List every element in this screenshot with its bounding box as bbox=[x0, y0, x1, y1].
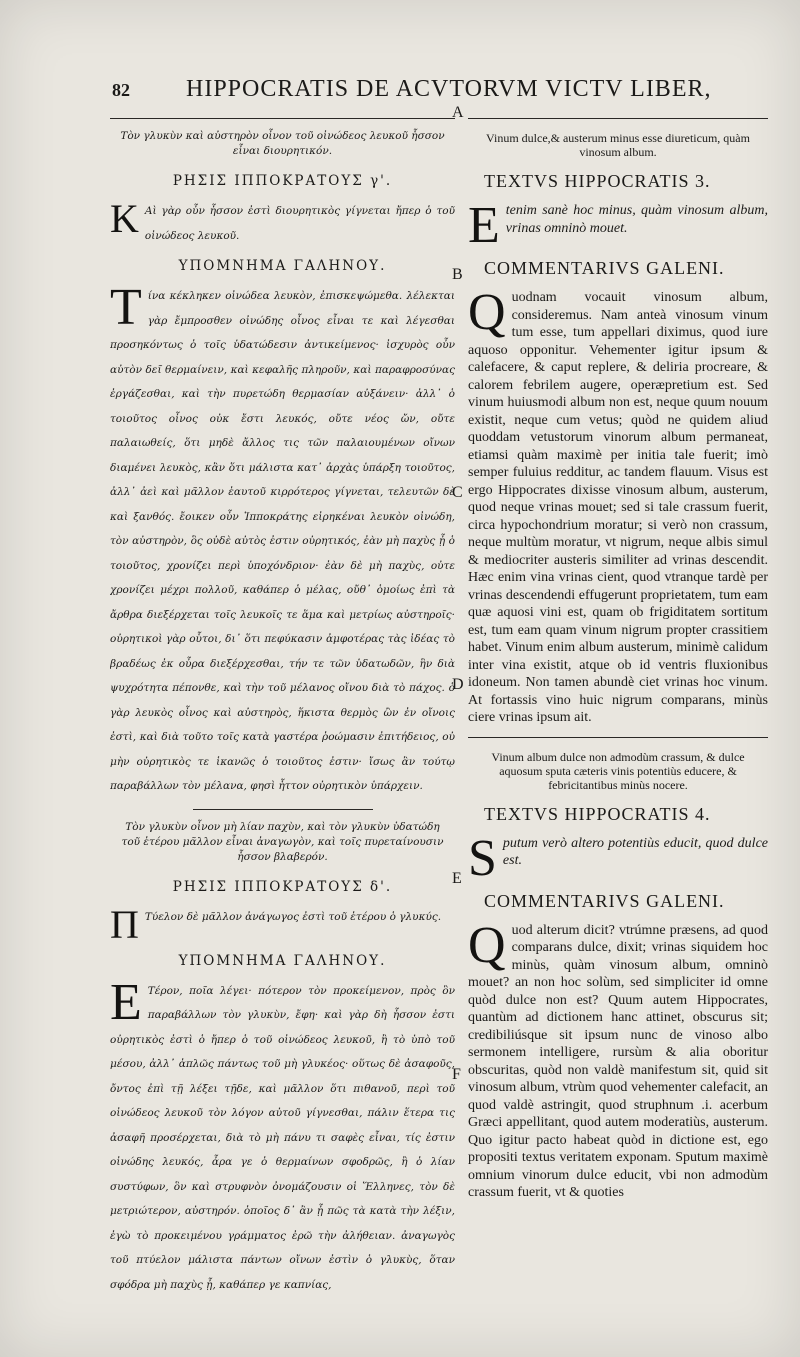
rule bbox=[110, 118, 455, 119]
heading-textus-3: TEXTVS HIPPOCRATIS 3. bbox=[484, 171, 711, 191]
hippocrates-latin-4 bbox=[468, 835, 768, 881]
drop-cap: Q bbox=[468, 289, 506, 341]
page-header bbox=[112, 74, 722, 108]
margin-letter-a: A bbox=[452, 104, 464, 121]
hippocrates-latin-3 bbox=[468, 202, 768, 248]
greek-column bbox=[110, 118, 455, 1307]
drop-cap: T bbox=[110, 284, 142, 336]
heading-hypomnema-1: ΥΠΟΜΝΗΜΑ ΓΑΛΗΝΟΥ. bbox=[178, 258, 387, 274]
rule bbox=[468, 118, 768, 119]
galen-latin-4 bbox=[468, 922, 768, 1202]
galen-latin-3 bbox=[468, 289, 768, 727]
drop-cap: Π bbox=[110, 904, 139, 943]
rule bbox=[468, 737, 768, 738]
drop-cap: E bbox=[468, 202, 500, 248]
running-title: HIPPOCRATIS DE ACVTORVM VICTV LIBER, bbox=[186, 76, 712, 102]
page-number: 82 bbox=[112, 80, 130, 100]
hippocrates-text-4 bbox=[110, 905, 455, 943]
margin-letter-b: B bbox=[452, 266, 463, 283]
galen-commentary-4 bbox=[110, 979, 455, 1298]
heading-commentarius-2: COMMENTARIVS GALENI. bbox=[484, 890, 725, 911]
latin-column bbox=[468, 118, 768, 1212]
latin-text-3: tenim sanè hoc minus, quàm vinosum album, vrinas omninò mouet. bbox=[505, 203, 768, 236]
latin-commentary-4: uod alterum dicit? vtrúmne præsens, ad quod comparans dulce, dixit; vrinas siquidem hoc minùs, quàm vinosum album, omninò mouet? an non hoc solùm, sed simpliciter id omne quòd dulce non est? Quum autem Hippocrates, quantùm ad dictionem hanc attinet, obscurus sit; credibiliúsque sit ipsum nunc de vinoso albo sermonem intelligere, rursùm & alia oboritur obscuritas, quòd non valdè manifestum sit, quid sit vinosum album, vtrùm quod vehementer calefacit, an quod valdè astringit, quod struphnum .i. acerbum Græci appellitant, quod autem moderatiùs, austerum. Quo igitur pacto habeat quòd in dictione est, ego propositi textus veritatem exponam. Sputum maximè omnium vinorum dulce educit, vbi non admodùm crassum fuerit, vt & quoties bbox=[468, 922, 768, 1200]
lemma-latin-2: Vinum album dulce non admodùm crassum, & dulce aquosum sputa cæteris vinis potentiùs educere, & febricitantibus minùs nocere. bbox=[491, 749, 745, 792]
greek-text-3: Aὶ γὰρ οὖν ἧσσον ἐστὶ διουρητικὸς γίγνεται ἤπερ ὁ τοῦ οἰνώδεος λευκοῦ. bbox=[144, 205, 455, 242]
galen-commentary-3 bbox=[110, 284, 455, 799]
greek-text-4: Τύελον δὲ μᾶλλον ἀνάγωγος ἐστὶ τοῦ ἑτέρου ὁ γλυκύς. bbox=[144, 910, 442, 923]
hippocrates-text-3 bbox=[110, 199, 455, 248]
margin-letter-f: F bbox=[452, 1066, 461, 1083]
rule bbox=[193, 809, 373, 810]
heading-commentarius-1: COMMENTARIVS GALENI. bbox=[484, 258, 725, 278]
greek-commentary-3: ίνα κέκληκεν οἰνώδεα λευκὸν, ἐπισκεψώμεθα. λέλεκται γὰρ ἔμπροσθεν οἰνώδης οἶνος εἶναι τε καὶ λέγεσθαι προσηκόντως ὁ τοῖς ὑδατώδεσιν ἀντικείμενος· ἰσχυρὸς οὖν αὐτὸν δεῖ θερμαίνειν, καὶ κεφαλῆς πληροῦν, καὶ παραφροσύνας ἐργάζεσθαι, καὶ τὴν πυρετώδη θερμασίαν αὐξάνειν· ἀλλ᾽ ὁ τοιοῦτος οἶνος οὐκ ἔστι λευκός, οὔτε νέος ὤν, οὔτε παλαιωθείς, ὅτι μηδὲ ἄλλος τις τῶν παλαιουμένων οἴνων διαμένει λευκὸς, κἂν ὅτι μάλιστα κατ᾽ ἀρχὰς ὑπάρξη τοιοῦτος, ἀλλ᾽ ἀεὶ καὶ μᾶλλον ἑαυτοῦ κιρρότερος γίγνεται, τελευτῶν δὲ καὶ ξανθός. ἔοικεν οὖν Ἱπποκράτης εἰρηκέναι λευκὸν οἰνώδη, τὸν αὐστηρὸν, ὃς οὐδὲ αὐτὸς ἐστιν οὐρητικός, ἐὰν μὴ παχὺς ᾖ ὁ τοιοῦτος, χρονίζει περὶ ὑποχόνδριον· ἐὰν δὲ μὴ παχὺς, οὐτε χρονίζει μέχρι πολλοῦ, καθάπερ ὁ μέλας, οὔθ᾽ ὁμοίως ἐπὶ τὰ ἄρθρα διεξέρχεται τοῖς λευκοῖς τε ἅμα καὶ μετρίως αὐστηροῖς· οὐρητικοὶ γὰρ οὗτοι, δι᾽ ὅτι πεφύκασιν ἀμφοτέρας τὰς ἰδέας τὸ βραδέως ἐκ οὖρα διεξέρχεσθαι, τήν τε τῶν ὑδατωδῶν, ἣν διὰ ψυχρότητα πέπονθε, καὶ τὴν τοῦ μέλανος οἴνου διὰ τὸ πάχος. ὁ γὰρ λευκὸς οἶνος καὶ αὐστηρὸς, ἥκιστα θερμὸς ὢν ἐν οἴνοις ἐστὶ, καὶ διὰ τοῦτο τοῖς κατὰ γαστέρα ῥοώμασιν ἐπιτήδειος, οὐ μὴν οὐρητικὸς τε ἱκανῶς ὁ τοιοῦτος ἐστιν· ἴσως ἂν τούτῳ παραβάλλων τὸν μέλανα, φησὶ ἧττον οὐρητικὸν ὑπάρχειν. bbox=[110, 290, 455, 792]
heading-textus-4: TEXTVS HIPPOCRATIS 4. bbox=[484, 803, 711, 824]
drop-cap: K bbox=[110, 199, 139, 241]
drop-cap: S bbox=[468, 834, 497, 881]
lemma-greek-1: Τὸν γλυκὺν καὶ αὐστηρὸν οἶνον τοῦ οἰνώδεος λευκοῦ ἧσσον εἶναι διουρητικόν. bbox=[120, 130, 445, 157]
drop-cap: E bbox=[110, 978, 142, 1031]
latin-text-4: putum verò altero potentiùs educit, quod dulce est. bbox=[502, 835, 768, 868]
margin-letter-e: E bbox=[452, 870, 462, 887]
lemma-latin-1: Vinum dulce,& austerum minus esse diureticum, quàm vinosum album. bbox=[486, 131, 750, 159]
lemma-greek-2: Τὸν γλυκὺν οἶνον μὴ λίαν παχὺν, καὶ τὸν γλυκὺν ὑδατώδη τοῦ ἑτέρου μᾶλλον εἶναι ἀναγωγὸν, καὶ τοῖς πυρεταίνουσιν ἧσσον βλαβερόν. bbox=[121, 820, 444, 863]
latin-commentary-3: uodnam vocauit vinosum album, consideremus. Nam anteà vinosum vinum tum esse, tum appellari diximus, quod iure aquoso opponitur. Vehementer igitur ipsum & calefacere, & caput replere, & deliria procreare, & calorem febrilem augere, operæpretium est. Sed vinum huiusmodi album non est, neque quum nouum existit, neque cum vetus; quòd ne quidem aliud quoddam vetustorum vinorum album permaneat, etiamsi quàm maximè per initia tale fuerit; imò semper fuluius redditur, ac tandem flauum. Visus est ergo Hippocrates dixisse vinosum album, austerum, quod neque vrinas mouet; sed si tale crassum fuerit, circa hypochondrium moratur; si verò non crassum, neque multùm moratur, vt nigrum, neque albis simul & mediocriter austeris similiter ad vrinas descendit. Hæc enim vina vrinas cient, quod vtranque tardè per vrinas descendendi effugerunt proprietatem, tum eam quæ aquosi vini est, quam ob frigiditatem sortitum est, tum eam quam vinum nigrum propter crassitiem habet. Vinum enim album austerum, minimè calidum inter vina existit, atque ob id ventris fluxionibus idoneum. Non tamen abundè ciet vrinas hoc vinum. At fortassis vino huic nigrum comparans, minùs ciere vrinas ipsum ait. bbox=[468, 290, 768, 725]
heading-rhesis-4: ΡΗΣΙΣ ΙΠΠΟΚΡΑΤΟΥΣ δ'. bbox=[172, 878, 393, 895]
greek-commentary-4: Τέρον, ποῖα λέγει· πότερον τὸν προκείμενον, πρὸς ὃν παραβάλλων τὸν γλυκὺν, ἔφη· καὶ γὰρ δὴ ἧσσον ἐστι οὐρητικὸς ἐστὶ ὁ ἤπερ ὁ τοῦ οἰνώδεος λευκοῦ, ἢ τὸ ὑπὸ τοῦ μέσου, ἀλλ᾽ ἁπλῶς πάντως τοῦ μὴ γλυκέος· οὕτως δὲ ἀσαφοῦς, ὄντος ἐπὶ τῇ λέξει τῇδε, καὶ μᾶλλον ὅτι πιθανοῦ, περὶ τοῦ οἰνώδεος λευκοῦ τὸν λόγον αὐτοῦ γίγνεσθαι, πάλιν ἕτερα τις ἀσαφῆ προσέρχεται, διὰ τὸ μὴ πάνυ τι σαφὲς εἶναι, τίς ἐστιν οἰνώδης λευκός, ἆρα γε ὁ θερμαίνων σφοδρῶς, ἢ ὁ λίαν συστύφων, ὃν καὶ στρυφνὸν ὀνομάζουσιν οἱ Ἕλληνες, τὸν δὲ μετριώτερον, αὐστηρόν. ὁποῖος δ᾽ ἂν ᾖ πῶς τὰ κατὰ τὴν λέξιν, ἐγὼ τὸ προκειμένου γράμματος ἐρῶ τὴν ἀλήθειαν. ἀναγωγὸς τοῦ πτύελον μάλιστα πάντων οἴνων ἐστὶν ὁ γλυκὺς, ὅταν σφόδρα μὴ παχὺς ᾖ, καθάπερ γε καπνίας, bbox=[110, 984, 455, 1291]
margin-letter-d: D bbox=[452, 676, 464, 693]
heading-rhesis-3: ΡΗΣΙΣ ΙΠΠΟΚΡΑΤΟΥΣ γ'. bbox=[172, 173, 393, 189]
heading-hypomnema-2: ΥΠΟΜΝΗΜΑ ΓΑΛΗΝΟΥ. bbox=[178, 952, 387, 969]
margin-letter-c: C bbox=[452, 484, 463, 501]
drop-cap: Q bbox=[468, 921, 506, 974]
